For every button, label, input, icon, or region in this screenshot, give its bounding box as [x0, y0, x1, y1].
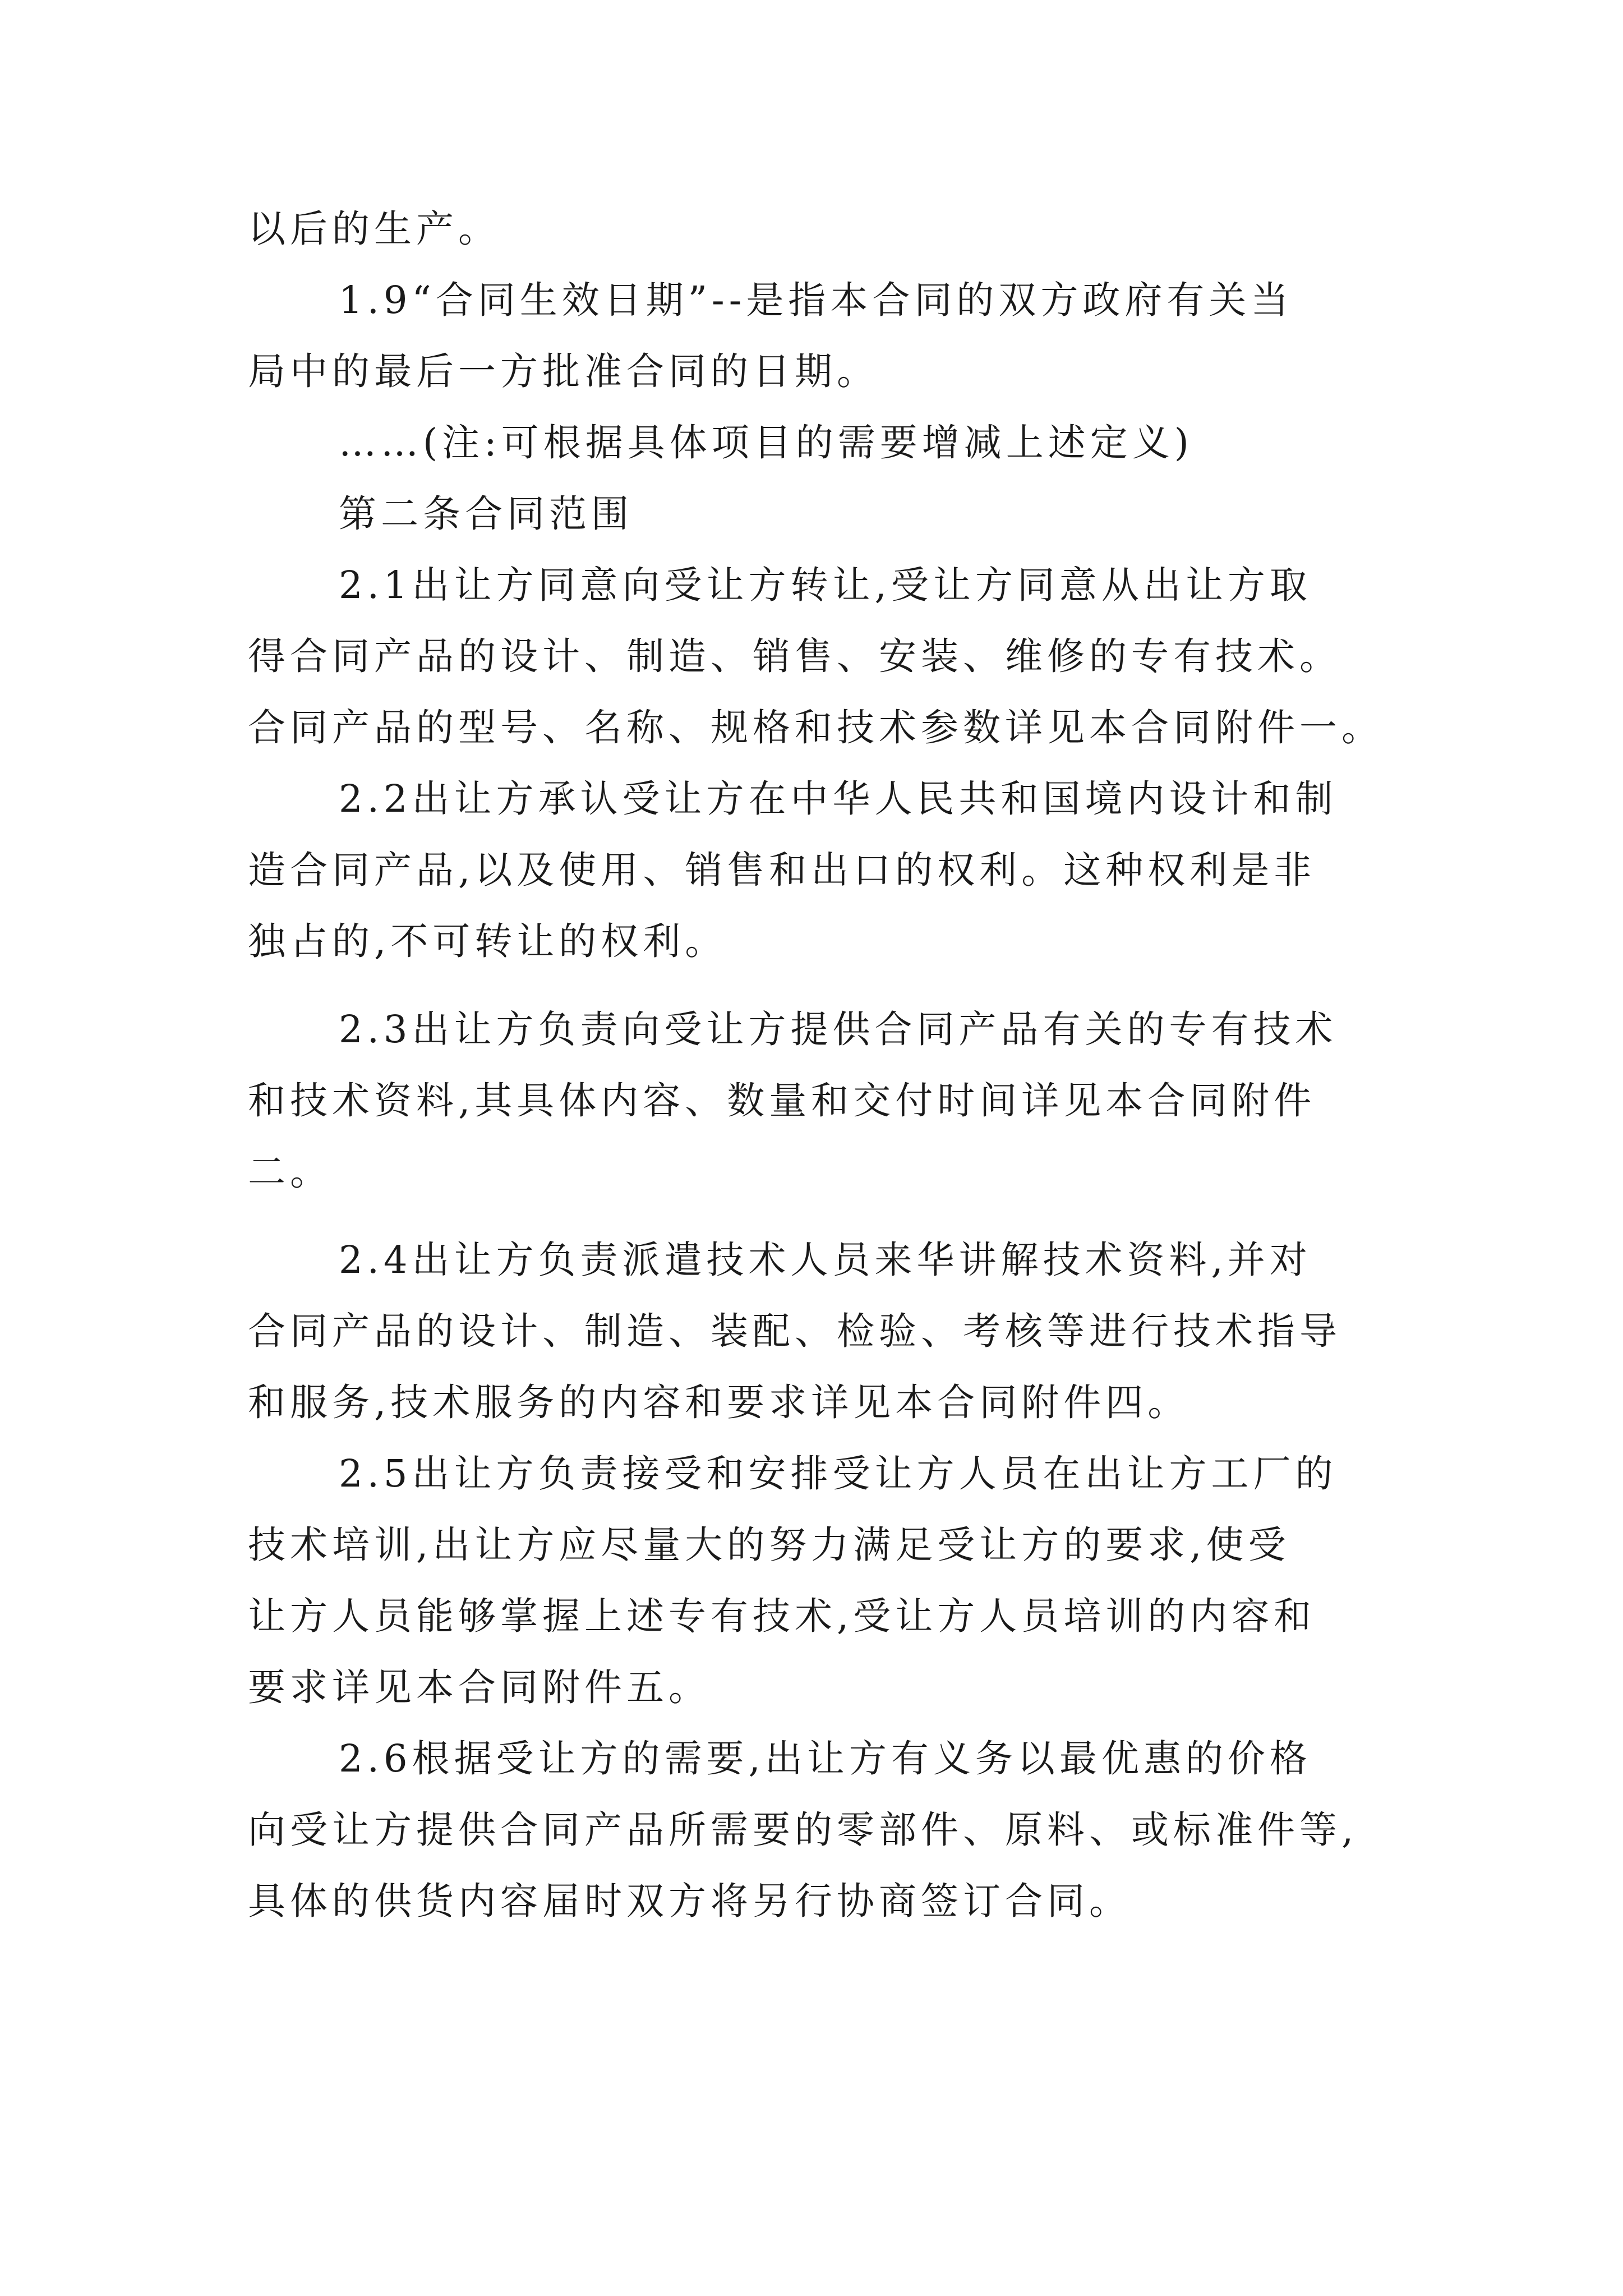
- text-line: 合同产品的设计、制造、装配、检验、考核等进行技术指导: [248, 1309, 1341, 1353]
- text-line: 2.6根据受让方的需要,出让方有义务以最优惠的价格: [339, 1737, 1312, 1780]
- text-line: 独占的,不可转让的权利。: [248, 919, 727, 963]
- text-line: 和服务,技术服务的内容和要求详见本合同附件四。: [248, 1381, 1190, 1424]
- text-line: 二。: [248, 1150, 332, 1194]
- text-line: 合同产品的型号、名称、规格和技术参数详见本合同附件一。: [248, 706, 1384, 749]
- section-heading: 第二条合同范围: [339, 492, 633, 536]
- text-line: 造合同产品,以及使用、销售和出口的权利。这种权利是非: [248, 848, 1316, 892]
- text-line: 以后的生产。: [248, 207, 500, 251]
- text-line: 2.2出让方承认受让方在中华人民共和国境内设计和制: [339, 777, 1338, 821]
- text-line: 局中的最后一方批准合同的日期。: [248, 349, 879, 393]
- text-line: 具体的供货内容届时双方将另行协商签订合同。: [248, 1879, 1131, 1923]
- text-line: 技术培训,出让方应尽量大的努力满足受让方的要求,使受: [248, 1523, 1290, 1567]
- text-line: 向受让方提供合同产品所需要的零部件、原料、或标准件等,: [248, 1808, 1358, 1852]
- text-line: 2.3出让方负责向受让方提供合同产品有关的专有技术: [339, 1007, 1338, 1051]
- text-line: 2.5出让方负责接受和安排受让方人员在出让方工厂的: [339, 1452, 1338, 1496]
- text-line: ……(注:可根据具体项目的需要增减上述定义): [339, 421, 1193, 464]
- text-line: 和技术资料,其具体内容、数量和交付时间详见本合同附件: [248, 1079, 1316, 1122]
- text-line: 要求详见本合同附件五。: [248, 1665, 711, 1709]
- text-line: 2.1出让方同意向受让方转让,受让方同意从出让方取: [339, 563, 1312, 607]
- text-line: 让方人员能够掌握上述专有技术,受让方人员培训的内容和: [248, 1594, 1316, 1638]
- text-line: 得合同产品的设计、制造、销售、安装、维修的专有技术。: [248, 634, 1341, 678]
- document-body: [248, 194, 1392, 1937]
- text-line: 2.4出让方负责派遣技术人员来华讲解技术资料,并对: [339, 1238, 1312, 1282]
- text-line: 1.9“合同生效日期”--是指本合同的双方政府有关当: [339, 278, 1293, 322]
